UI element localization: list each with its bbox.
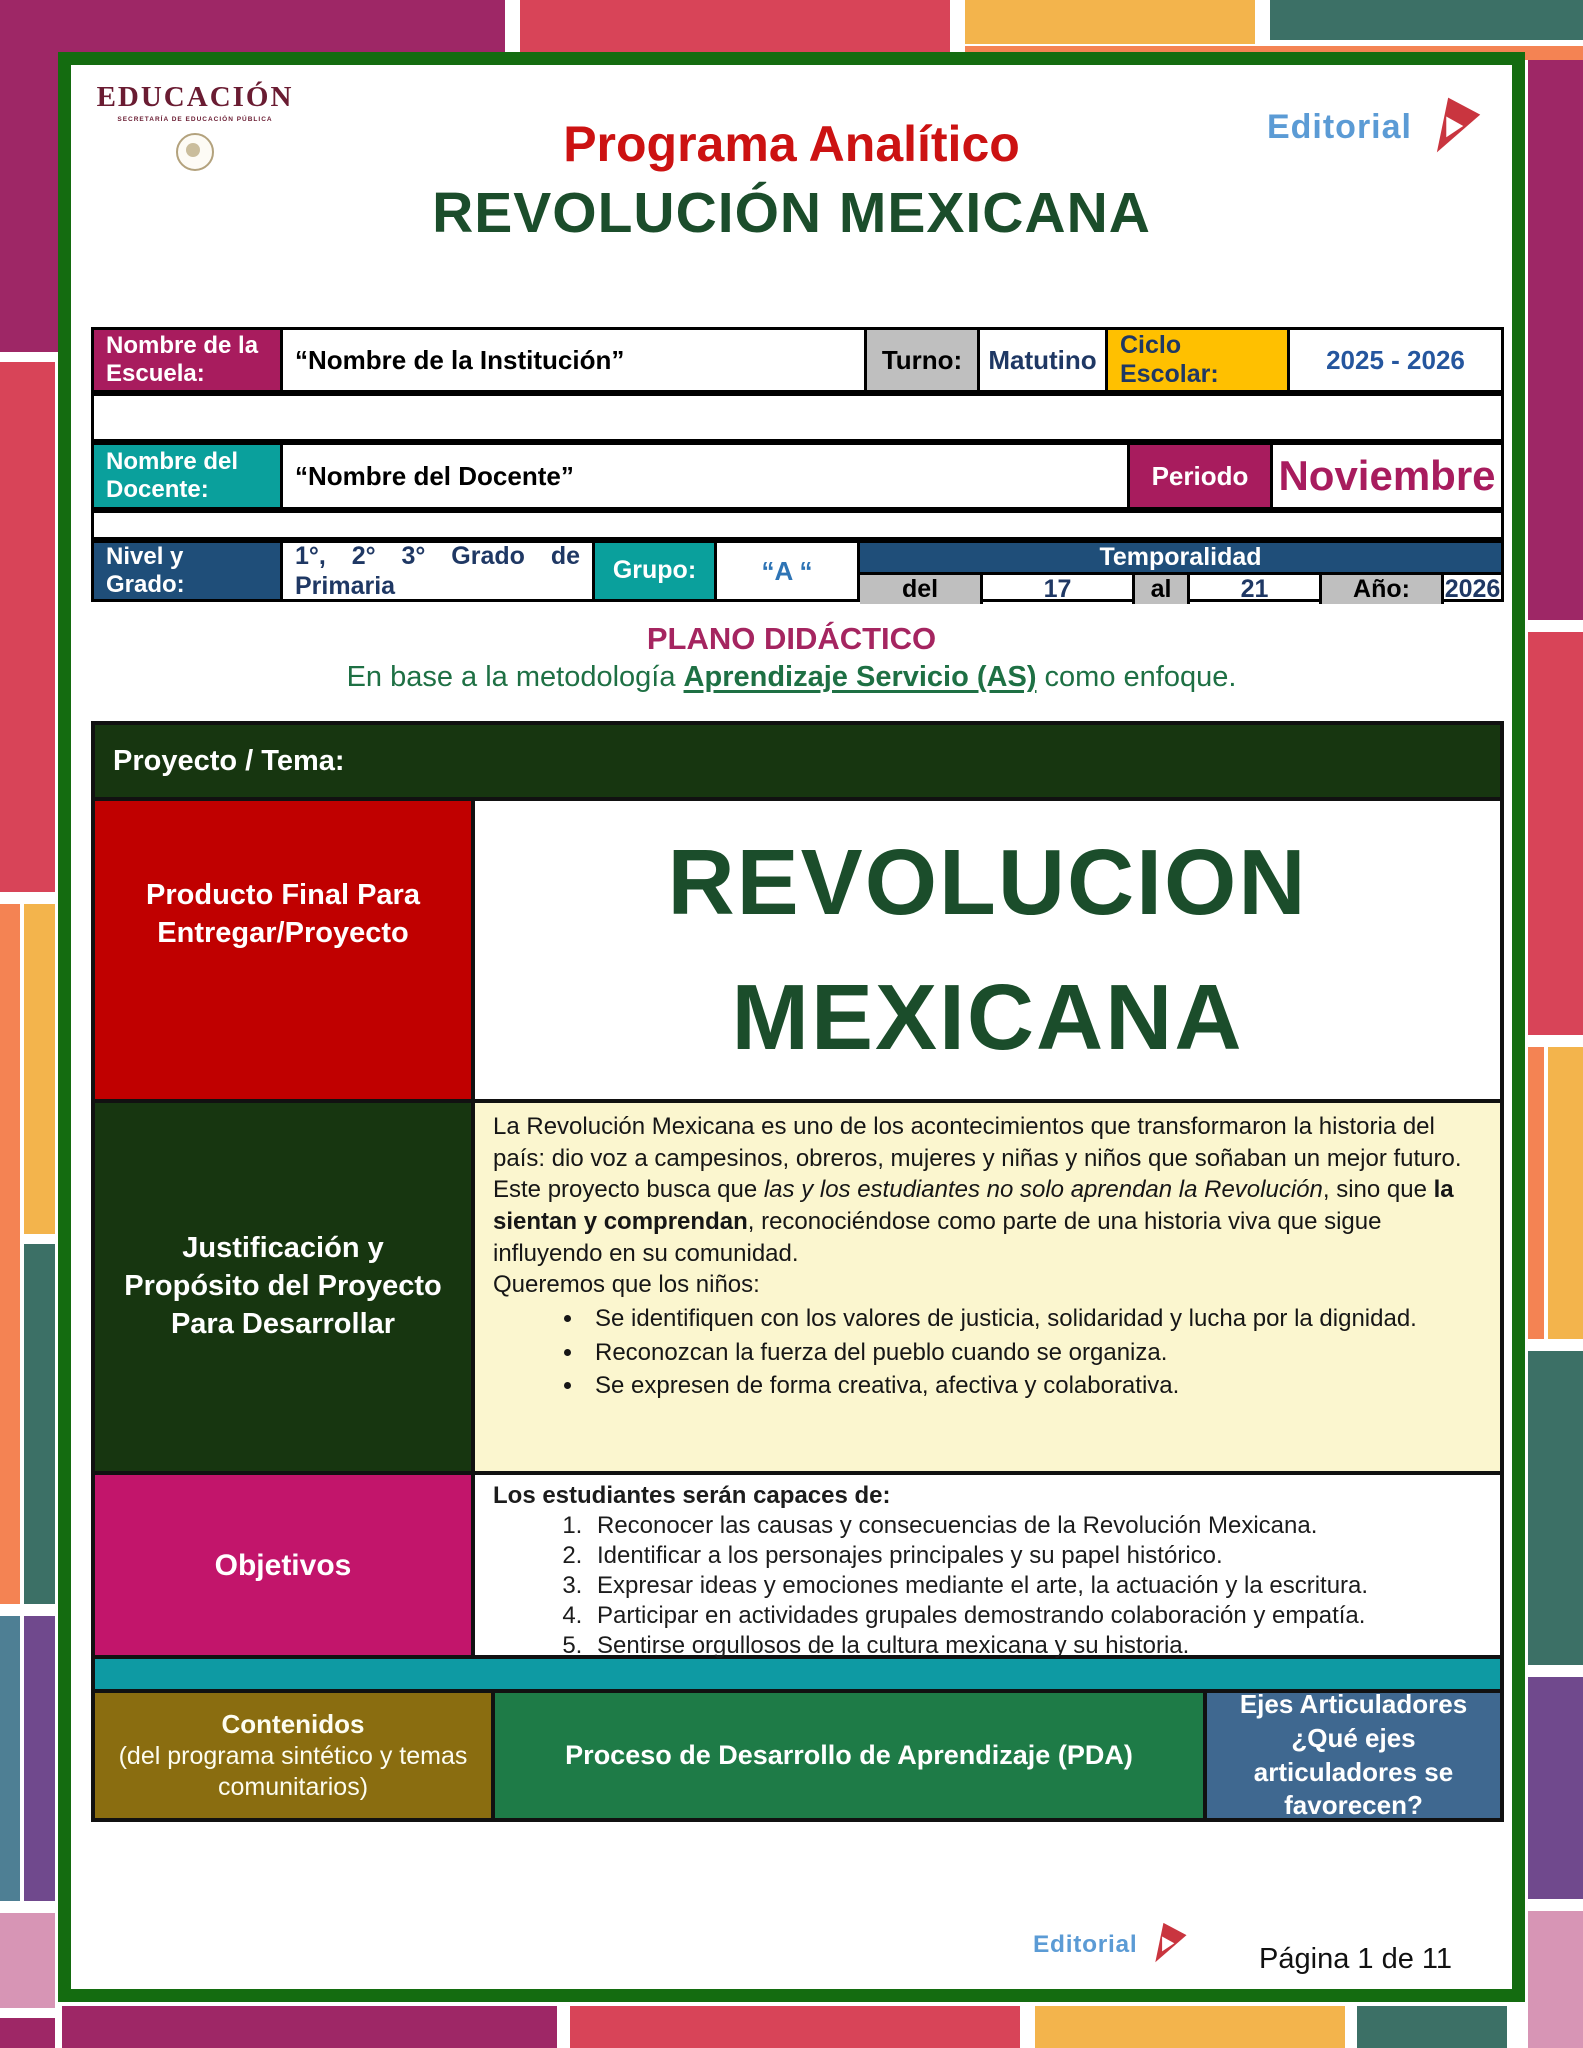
to-label: al [1150, 575, 1172, 603]
contents-pda-axes-row [95, 1688, 1500, 1821]
justification-bullet-list [493, 1303, 1482, 1402]
temporality-block [857, 543, 1501, 603]
cycle-label-cell [1105, 330, 1287, 390]
mosaic-tile [1528, 632, 1583, 1035]
to-label-cell [1132, 575, 1187, 604]
period-label-cell [1127, 445, 1270, 507]
table-spacer [91, 393, 1504, 442]
justification-p2-italic: las y los estudiantes no solo aprendan la Revolución [763, 1176, 1323, 1204]
plan-subtitle [71, 661, 1512, 694]
school-info-row [91, 327, 1504, 393]
mosaic-tile [1528, 1911, 1583, 2048]
grade-info-row [91, 540, 1504, 602]
mosaic-tile [965, 0, 1255, 44]
product-value-cell [475, 801, 1500, 1099]
doc-title-line2: REVOLUCIÓN MEXICANA [432, 181, 1151, 245]
product-label-cell: Producto Final Para Entregar/Proyecto [95, 801, 475, 1099]
md-triangle-icon [1418, 95, 1484, 160]
temporality-subrow [860, 572, 1501, 604]
shift-label: Turno: [881, 344, 963, 375]
year-value-cell [1441, 575, 1501, 604]
group-label: Grupo: [612, 556, 697, 585]
period-label: Periodo [1151, 460, 1249, 491]
pda-label-cell: Proceso de Desarrollo de Aprendizaje (PDA) [495, 1693, 1207, 1818]
editorial-md-logo [1267, 95, 1484, 160]
objectives-list [493, 1511, 1482, 1661]
project-big-title [475, 801, 1500, 1099]
mosaic-tile [24, 1616, 55, 1901]
justification-paragraph-2 [493, 1174, 1482, 1269]
school-value-cell [280, 330, 864, 390]
justification-row [95, 1099, 1500, 1471]
teacher-value: “Nombre del Docente” [295, 460, 574, 491]
editorial-brand-text: Editorial [1266, 108, 1412, 146]
group-value: “A “ [761, 555, 813, 586]
sep-wordmark: EDUCACIÓN [96, 81, 294, 113]
from-label: del [901, 575, 939, 603]
project-table [91, 721, 1504, 1822]
teacher-value-cell [280, 445, 1127, 507]
project-big-title-line1: REVOLUCION [667, 830, 1308, 935]
mosaic-tile [1528, 1677, 1583, 1899]
project-big-title-line2: MEXICANA [731, 965, 1244, 1069]
sep-subtitle: SECRETARÍA DE EDUCACIÓN PÚBLICA [117, 116, 273, 123]
mosaic-tile [570, 2006, 1020, 2048]
document-page [58, 52, 1525, 2002]
table-spacer [91, 510, 1504, 540]
grade-value: 1°, 2° 3° Grado de Primaria [295, 542, 580, 600]
objective-item: 4. Participar en actividades grupales demostrando colaboración y empatía. [589, 1601, 1482, 1631]
teacher-info-row [91, 442, 1504, 510]
mosaic-tile [1528, 1351, 1583, 1665]
objectives-intro: Los estudiantes serán capaces de: [493, 1482, 891, 1509]
objective-item: 3. Expresar ideas y emociones mediante el arte, la actuación y la escritura. [589, 1571, 1482, 1601]
mosaic-tile [24, 1244, 55, 1604]
objective-item: 5. Sentirse orgullosos de la cultura mexicana y su historia. [589, 1631, 1482, 1661]
year-label: Año: [1353, 575, 1410, 603]
editorial-md-logo-footer [1033, 1921, 1189, 1968]
contents-subtitle: (del programa sintético y temas comunitarios) [118, 1741, 468, 1801]
temporality-label: Temporalidad [860, 543, 1501, 572]
grade-label: Nivel y Grado: [106, 542, 185, 598]
school-label: Nombre de la Escuela: [106, 331, 259, 387]
mosaic-tile [0, 1913, 55, 2008]
plan-subtitle-prefix: En base a la metodología [346, 661, 684, 693]
bullet-item: • Reconozcan la fuerza del pueblo cuando se organiza. [585, 1337, 1482, 1369]
cycle-value-cell [1287, 330, 1501, 390]
mosaic-tile [520, 0, 950, 60]
objectives-label-cell: Objetivos [95, 1475, 475, 1655]
objectives-row [95, 1471, 1500, 1659]
doc-title-line1: Programa Analítico [563, 116, 1020, 172]
group-value-cell [714, 543, 857, 599]
teacher-label: Nombre del Docente: [106, 447, 239, 503]
objectives-text-cell [475, 1475, 1500, 1659]
plan-subtitle-emphasis: Aprendizaje Servicio (AS) [683, 661, 1037, 693]
grade-label-cell [94, 543, 280, 599]
shift-value-cell [977, 330, 1105, 390]
md-triangle-icon [1142, 1921, 1190, 1968]
editorial-brand-text: Editorial [1033, 1930, 1138, 1958]
plan-title: PLANO DIDÁCTICO [646, 621, 937, 656]
cycle-value: 2025 - 2026 [1326, 344, 1465, 375]
objective-item: 2. Identificar a los personajes principales y su papel histórico. [589, 1541, 1482, 1571]
justification-p2-part: Este proyecto busca que [493, 1176, 764, 1204]
justification-paragraph-1: La Revolución Mexicana es uno de los acontecimientos que transformaron la historia del país: dio voz a campesinos, obreros, mujeres y niñas y niños que soñaban un mejor futuro. [493, 1113, 1462, 1172]
mosaic-tile [0, 362, 55, 892]
year-label-cell [1319, 575, 1441, 604]
justification-label-cell: Justificación y Propósito del Proyecto Para Desarrollar [95, 1103, 475, 1471]
shift-label-cell [864, 330, 977, 390]
from-value: 17 [1043, 575, 1072, 603]
justification-p2-bold: la sientan y comprendan [493, 1176, 1454, 1236]
page-number: Página 1 de 11 [1259, 1943, 1452, 1975]
mosaic-tile [0, 2018, 55, 2048]
plan-subtitle-suffix: como enfoque. [1036, 661, 1237, 693]
mosaic-tile [1548, 1047, 1583, 1339]
mosaic-tile [1357, 2006, 1507, 2048]
mosaic-tile [1528, 1047, 1544, 1339]
justification-text-cell [475, 1103, 1500, 1471]
shift-value: Matutino [988, 344, 1097, 375]
project-theme-header: Proyecto / Tema: [95, 725, 1500, 797]
school-label-cell [94, 330, 280, 390]
grade-value-cell [280, 543, 592, 599]
mosaic-tile [1035, 2006, 1345, 2048]
contents-title: Contenidos [221, 1709, 365, 1739]
period-value: Noviembre [1278, 452, 1496, 499]
mosaic-tile [62, 2006, 557, 2048]
contents-label-cell [95, 1693, 495, 1818]
teacher-label-cell [94, 445, 280, 507]
from-label-cell [860, 575, 980, 604]
axes-label-cell: Ejes Articuladores ¿Qué ejes articuladores se favorecen? [1207, 1693, 1500, 1818]
group-label-cell [592, 543, 714, 599]
cycle-label: Ciclo Escolar: [1120, 330, 1219, 388]
justification-p2-part: , sino que [1322, 1176, 1434, 1204]
mosaic-tile [1528, 60, 1583, 620]
period-value-cell [1270, 445, 1501, 507]
justification-p2-part: , reconociéndose como parte de una historia viva que sigue influyendo en su comunidad. [493, 1208, 1382, 1267]
mosaic-tile [1270, 0, 1583, 40]
school-value: “Nombre de la Institución” [295, 344, 625, 375]
mosaic-tile [24, 904, 55, 1234]
mosaic-tile [0, 1616, 20, 1901]
to-value-cell [1187, 575, 1319, 604]
year-value: 2026 [1444, 575, 1501, 603]
objective-item: 1. Reconocer las causas y consecuencias de la Revolución Mexicana. [589, 1511, 1482, 1541]
bullet-item: • Se expresen de forma creativa, afectiva y colaborativa. [585, 1370, 1482, 1402]
to-value: 21 [1240, 575, 1269, 603]
bullet-item: • Se identifiquen con los valores de justicia, solidaridad y lucha por la dignidad. [585, 1303, 1482, 1335]
from-value-cell [980, 575, 1132, 604]
justification-paragraph-3: Queremos que los niños: [493, 1271, 760, 1299]
mosaic-tile [0, 904, 20, 1604]
product-row [95, 797, 1500, 1099]
